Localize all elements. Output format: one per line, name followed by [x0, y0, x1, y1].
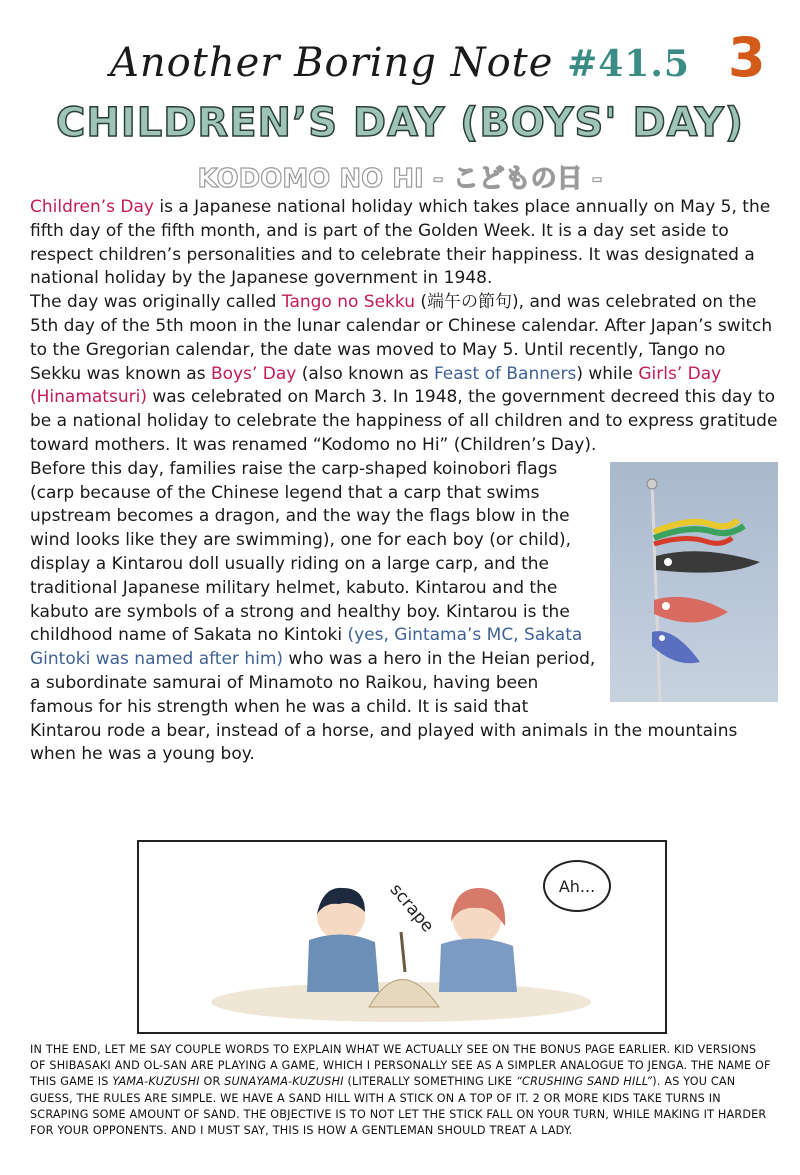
history-text-e: was celebrated on March 3. In 1948, the government decreed this day to be a national holiday to celebrate the happiness of all children and to express gratitude toward mothers. It was renamed “Kodomo no Hi” (Children’s Day). — [30, 387, 778, 455]
speech-bubble — [543, 860, 611, 912]
history-text-a: The day was originally called — [30, 292, 282, 313]
series-name: Another Boring Note — [110, 40, 554, 86]
term-girls-day: Girls’ Day (Hinamatsuri) — [30, 363, 722, 408]
game-name-yama-kuzushi: YAMA-KUZUSHI — [112, 1075, 200, 1089]
koinobori-illustration — [610, 462, 778, 702]
note-number: #41.5 — [567, 43, 690, 85]
term-childrens-day: Children’s Day — [30, 197, 154, 217]
caption-text-or: OR — [199, 1075, 225, 1089]
term-feast-of-banners: Feast of Banners — [433, 363, 577, 384]
paragraph-intro-text: is a Japanese national holiday which takes place annually on May 5, the fifth day of the fifth month, and is part of the Golden Week. It is a day set aside to respect children’s personalities and to celebrate their happiness. It was designated a national holiday by the Japanese government in 1948. — [30, 197, 771, 289]
comic-caption — [30, 1042, 775, 1139]
caption-text-b: (LITERALLY SOMETHING LIKE — [343, 1075, 517, 1089]
game-name-sunayama-kuzushi: SUNAYAMA-KUZUSHI — [224, 1075, 344, 1089]
history-text-b: (端午の節句), and was celebrated on the 5th day of the 5th moon in the lunar calendar or Chinese calendar. After Japan’s switch to the Gregorian calendar, the date was moved to May 5. Until recently, Tango no Sekku was known as — [30, 292, 773, 384]
speech-text: Ah... — [558, 876, 596, 896]
article-body — [30, 196, 780, 767]
note-series-header — [0, 40, 800, 86]
gintama-aside: (yes, Gintama’s MC, Sakata Gintoki was named after him) — [30, 625, 583, 670]
term-tango-no-sekku: Tango no Sekku — [281, 292, 416, 313]
term-boys-day: Boys’ Day — [210, 363, 297, 384]
sfx-scrape: scrape — [385, 880, 438, 937]
paragraph-history — [30, 291, 780, 458]
page-number: 3 — [728, 26, 766, 89]
koinobori-photo — [610, 462, 778, 702]
paragraph-intro — [30, 196, 780, 291]
page-title: CHILDREN’S DAY (BOYS' DAY) — [55, 100, 745, 146]
history-text-d: ) while — [576, 363, 639, 384]
caption-text-a: IN THE END, LET ME SAY COUPLE WORDS TO EXPLAIN WHAT WE ACTUALLY SEE ON THE BONUS PAGE EARLIER. KID VERSIONS OF SHIBASAKI AND OL-SAN ARE PLAYING A GAME, WHICH I PERSONALLY SEE AS A SIMPLER ANALOGUE TO JENGA. THE NAME OF THIS GAME IS — [30, 1043, 771, 1089]
literal-translation: “CRUSHING SAND HILL” — [516, 1075, 653, 1089]
page-subtitle: KODOMO NO HI - こどもの日 - — [197, 164, 603, 194]
caption-text-c: ). AS YOU CAN GUESS, THE RULES ARE SIMPLE. WE HAVE A SAND HILL WITH A STICK ON A TOP OF IT. 2 OR MORE KIDS TAKE TURNS IN SCRAPING SOME AMOUNT OF SAND. THE OBJECTIVE IS TO NOT LET THE STICK FALL ON YOUR TURN, WHILE MAKING IT HARDER FOR YOUR OPPONENTS. AND I MUST SAY, THIS IS HOW A GENTLEMAN SHOULD TREAT A LADY. — [30, 1075, 767, 1138]
comic-panel — [137, 840, 667, 1034]
koinobori-text-b: who was a hero in the Heian period, a subordinate samurai of Minamoto no Raikou, having been famous for his strength when he was a child. It is said that Kintarou rode a bear, instead of a horse, and played with animals in the mountains when he was a young boy. — [30, 649, 738, 765]
history-text-c: (also known as — [296, 363, 434, 384]
koinobori-text-a: Before this day, families raise the carp-shaped koinobori flags (carp because of the Chinese legend that a carp that swims upstream becomes a dragon, and the way the flags blow in the wind looks like they are swimming), one for each boy (or child), display a Kintarou doll usually riding on a large carp, and the traditional Japanese military helmet, kabuto. Kintarou and the kabuto are symbols of a strong and healthy boy. Kintarou is the childhood name of Sakata no Kintoki — [30, 458, 572, 646]
